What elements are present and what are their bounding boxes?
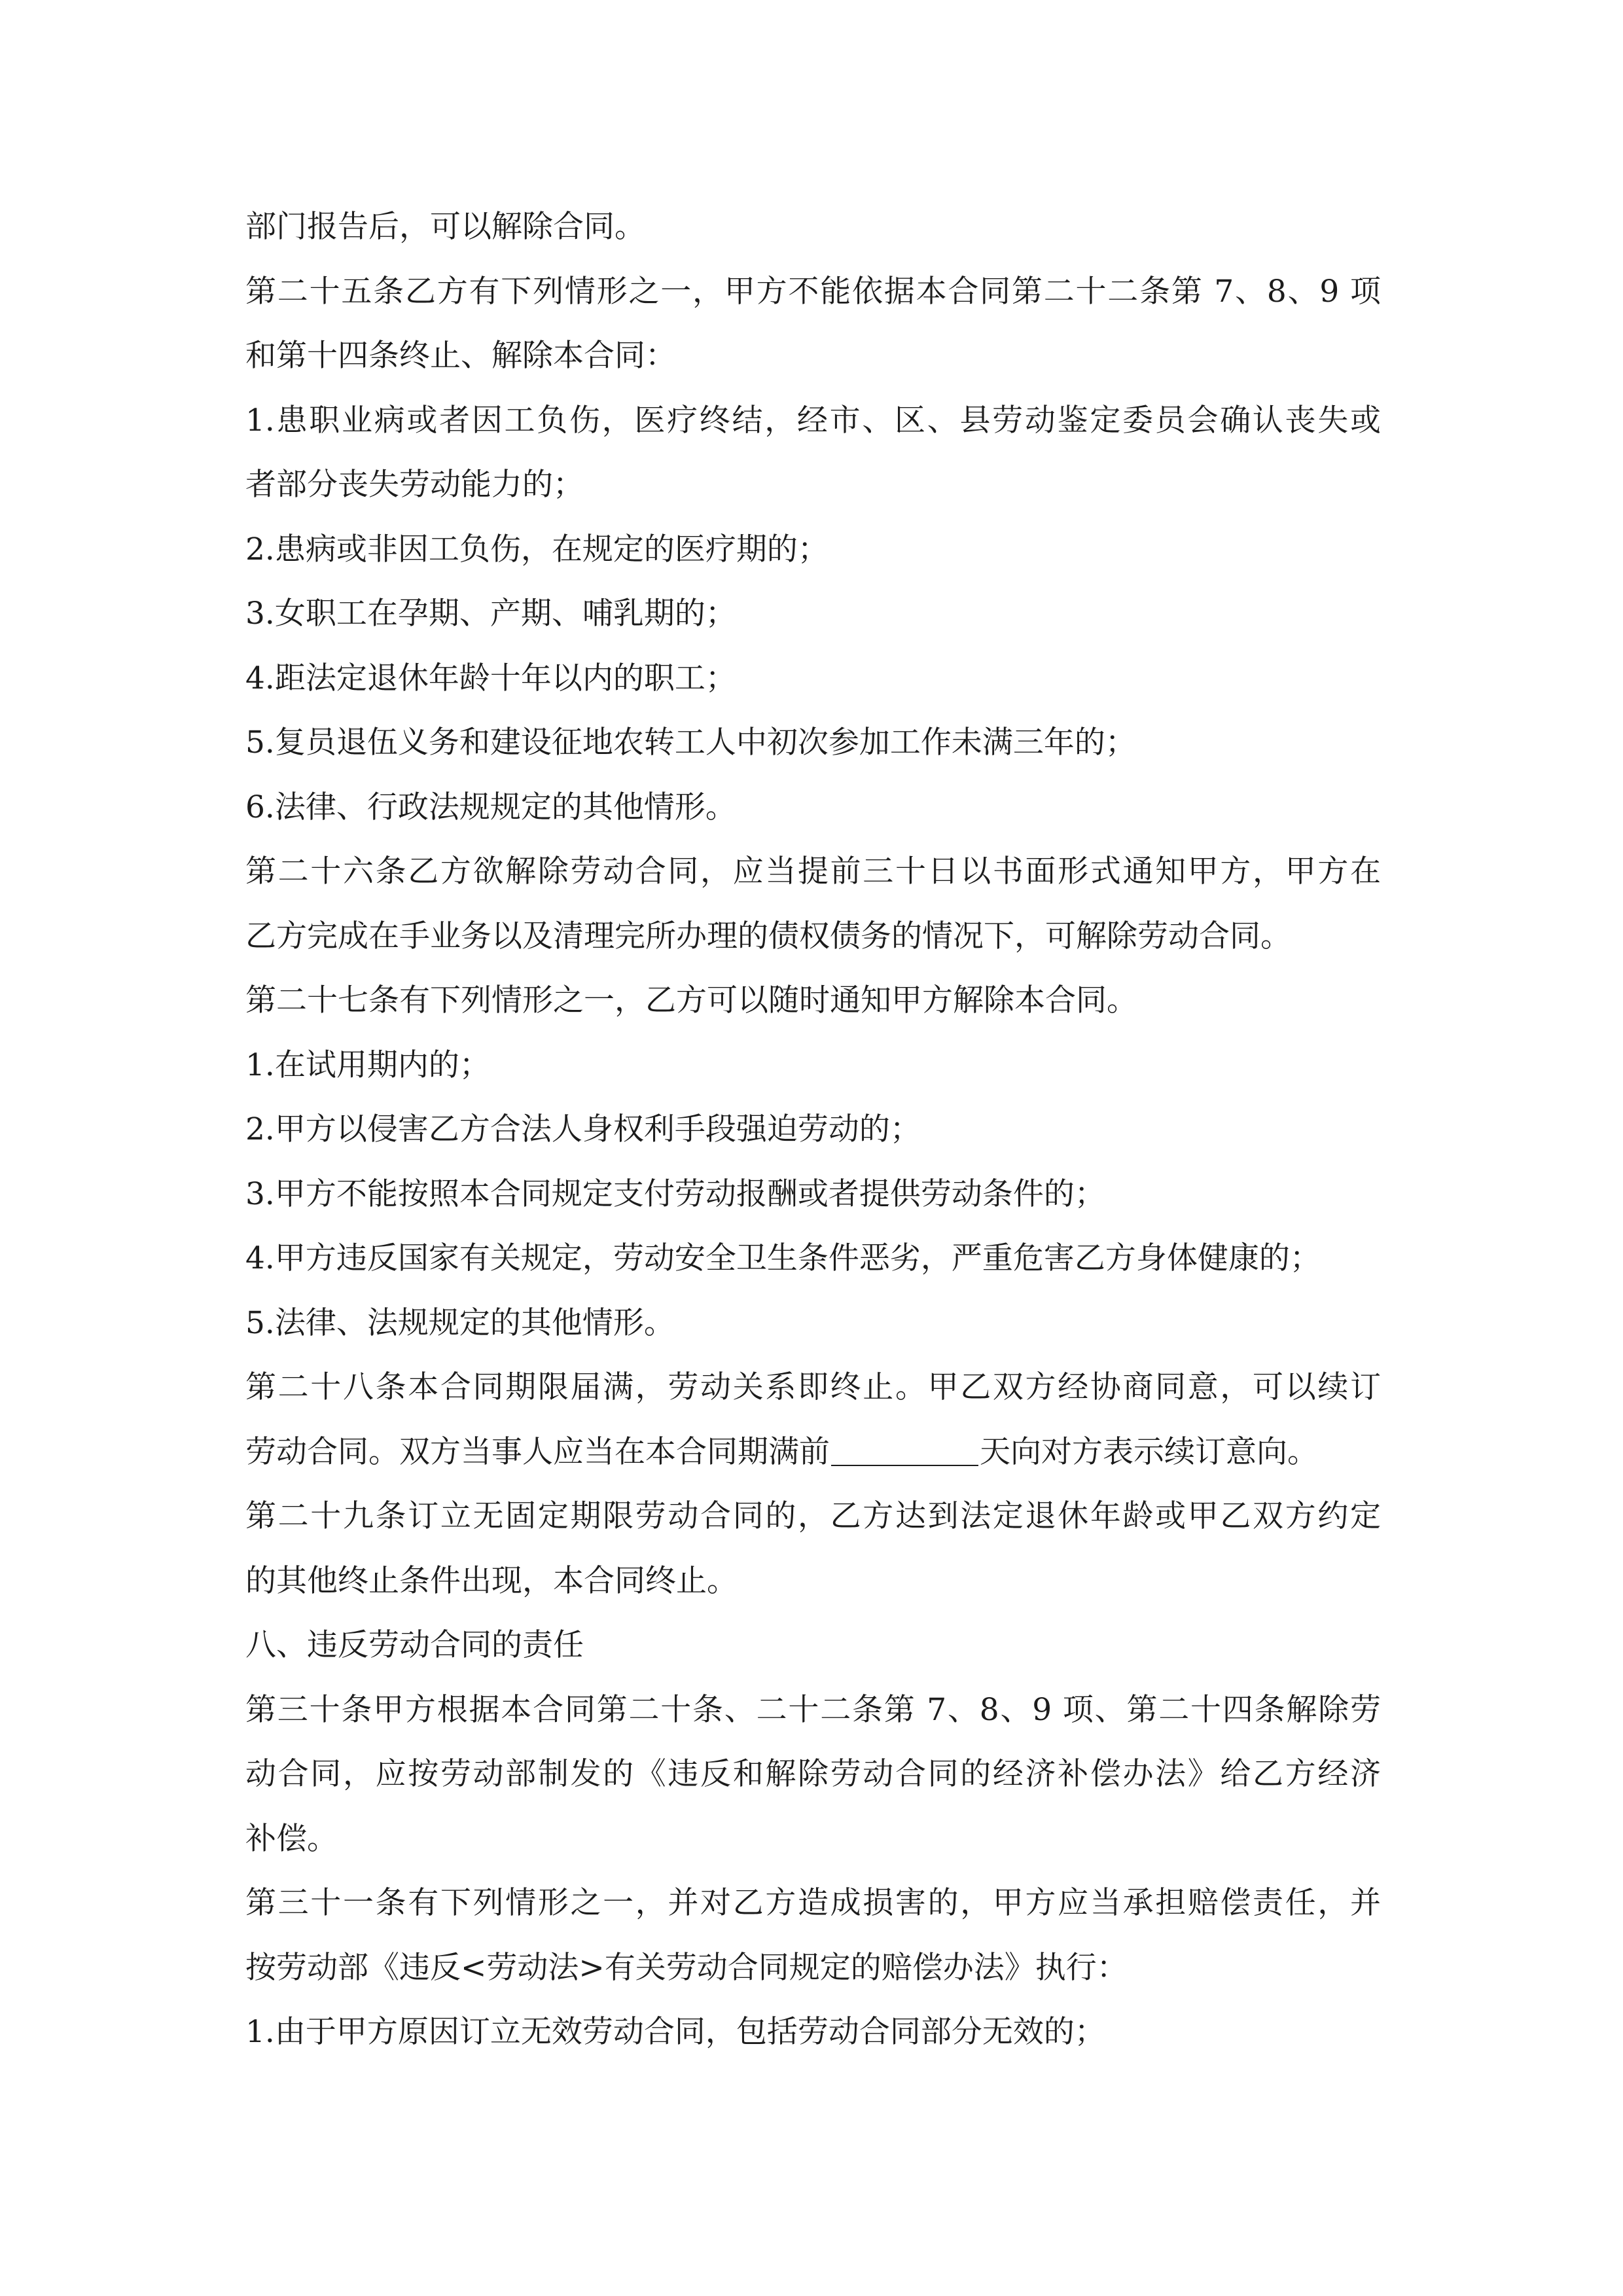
text-line: 6.法律、行政法规规定的其他情形。 xyxy=(245,789,736,825)
text-line: 的其他终止条件出现，本合同终止。 xyxy=(245,1562,738,1599)
text-line: 2.甲方以侵害乙方合法人身权利手段强迫劳动的； xyxy=(245,1111,921,1147)
text-line: 第二十六条乙方欲解除劳动合同，应当提前三十日以书面形式通知甲方，甲方在 xyxy=(245,853,1381,889)
text-line: 5.法律、法规规定的其他情形。 xyxy=(245,1304,675,1341)
text-line: 补偿。 xyxy=(245,1820,338,1857)
text-line-renewal xyxy=(245,1420,1381,1485)
renewal-days-blank[interactable] xyxy=(831,1464,978,1466)
section-heading: 八、违反劳动合同的责任 xyxy=(245,1627,584,1663)
text-line: 1.由于甲方原因订立无效劳动合同，包括劳动合同部分无效的； xyxy=(245,2014,1105,2050)
text-line: 者部分丧失劳动能力的； xyxy=(245,467,584,503)
text-line: 动合同，应按劳动部制发的《违反和解除劳动合同的经济补偿办法》给乙方经济 xyxy=(245,1756,1381,1792)
text-line: 第二十七条有下列情形之一，乙方可以随时通知甲方解除本合同。 xyxy=(245,982,1137,1018)
text-line: 第二十九条订立无固定期限劳动合同的，乙方达到法定退休年龄或甲乙双方约定 xyxy=(245,1498,1381,1534)
text-line: 和第十四条终止、解除本合同： xyxy=(245,338,676,374)
text-line: 2.患病或非因工负伤，在规定的医疗期的； xyxy=(245,531,829,567)
text-line: 第三十条甲方根据本合同第二十条、二十二条第 7、8、9 项、第二十四条解除劳 xyxy=(245,1691,1381,1728)
text-line: 4.距法定退休年龄十年以内的职工； xyxy=(245,660,736,696)
text-line: 5.复员退伍义务和建设征地农转工人中初次参加工作未满三年的； xyxy=(245,725,1136,761)
text-line: 第二十八条本合同期限届满，劳动关系即终止。甲乙双方经协商同意，可以续订 xyxy=(245,1369,1381,1405)
text-line: 第三十一条有下列情形之一，并对乙方造成损害的，甲方应当承担赔偿责任，并 xyxy=(245,1885,1381,1921)
renewal-text-after: 天向对方表示续订意向。 xyxy=(980,1433,1318,1470)
text-line: 部门报告后，可以解除合同。 xyxy=(245,209,645,245)
text-line: 按劳动部《违反<劳动法>有关劳动合同规定的赔偿办法》执行： xyxy=(245,1949,1128,1986)
text-line: 3.甲方不能按照本合同规定支付劳动报酬或者提供劳动条件的； xyxy=(245,1175,1105,1212)
text-line: 4.甲方违反国家有关规定，劳动安全卫生条件恶劣，严重危害乙方身体健康的； xyxy=(245,1240,1321,1276)
renewal-text-before: 劳动合同。双方当事人应当在本合同期满前 xyxy=(245,1433,830,1470)
text-line: 3.女职工在孕期、产期、哺乳期的； xyxy=(245,596,736,632)
text-line: 1.患职业病或者因工负伤，医疗终结，经市、区、县劳动鉴定委员会确认丧失或 xyxy=(245,402,1381,439)
text-line: 乙方完成在手业务以及清理完所办理的债权债务的情况下，可解除劳动合同。 xyxy=(245,918,1291,954)
text-line: 1.在试用期内的； xyxy=(245,1047,490,1083)
text-line: 第二十五条乙方有下列情形之一，甲方不能依据本合同第二十二条第 7、8、9 项 xyxy=(245,273,1381,310)
document-body xyxy=(245,195,1381,2065)
